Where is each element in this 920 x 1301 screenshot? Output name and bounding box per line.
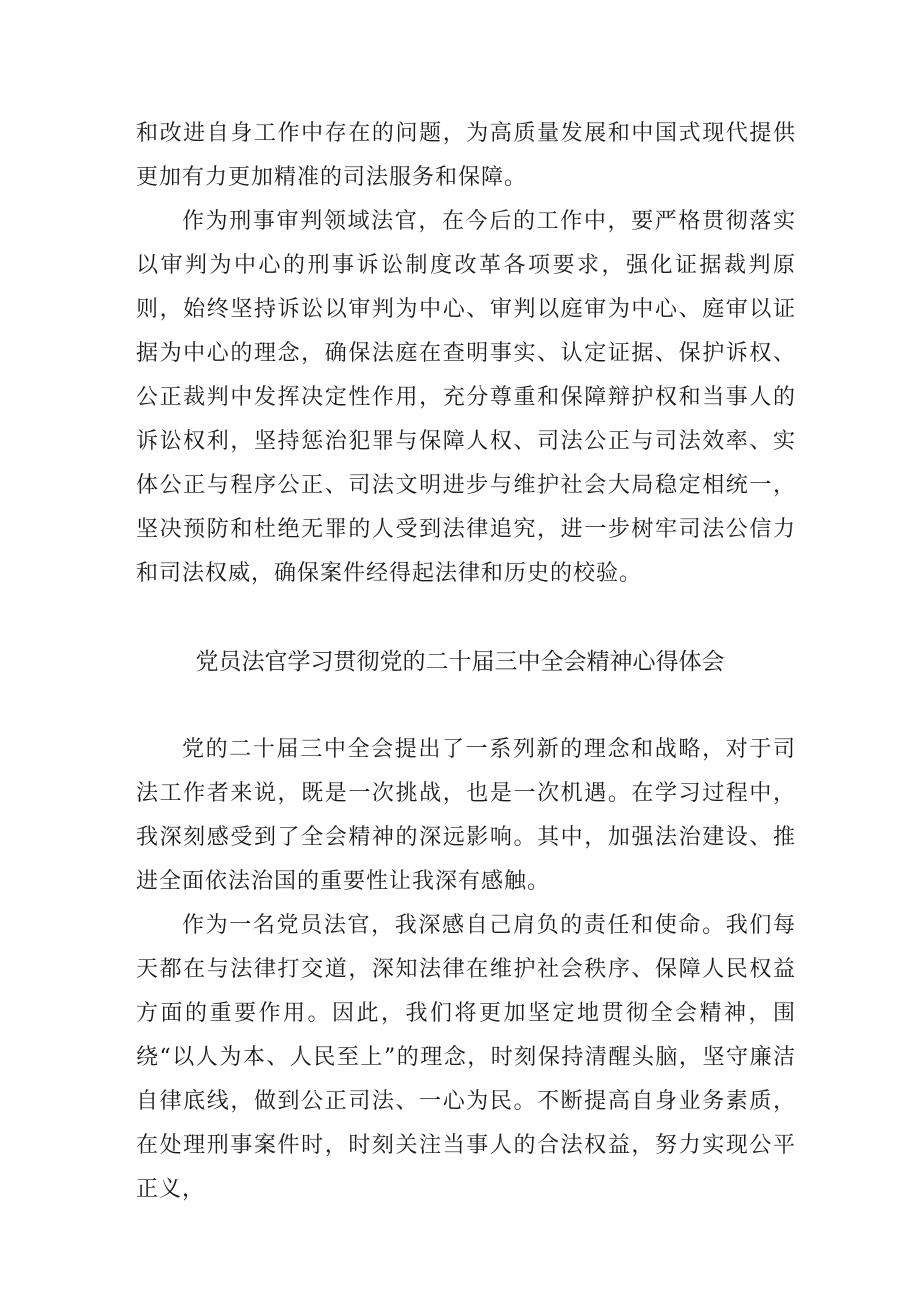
paragraph-continuation: 和改进自身工作中存在的问题，为高质量发展和中国式现代提供更加有力更加精准的司法服务和保障。: [136, 121, 796, 190]
paragraph-criminal-trial: 作为刑事审判领域法官，在今后的工作中，要严格贯彻落实以审判为中心的刑事诉讼制度改革各项要求，强化证据裁判原则，始终坚持诉讼以审判为中心、审判以庭审为中心、庭审以证据为中心的理念，确保法庭在查明事实、认定证据、保护诉权、公正裁判中发挥决定性作用，充分尊重和保障辩护权和当事人的诉讼权利，坚持惩治犯罪与保障人权、司法公正与司法效率、实体公正与程序公正、司法文明进步与维护社会大局稳定相统一，坚决预防和杜绝无罪的人受到法律追究，进一步树牢司法公信力和司法权威，确保案件经得起法律和历史的校验。: [136, 209, 796, 586]
section-2-body: [136, 728, 796, 1212]
article-title: 党员法官学习贯彻党的二十届三中全会精神心得体会: [195, 649, 725, 675]
paragraph-party-judge: 作为一名党员法官，我深感自己肩负的责任和使命。我们每天都在与法律打交道，深知法律在维护社会秩序、保障人民权益方面的重要作用。因此，我们将更加坚定地贯彻全会精神，围绕“以人为本、人民至上”的理念，时刻保持清醒头脑，坚守廉洁自律底线，做到公正司法、一心为民。不断提高自身业务素质，在处理刑事案件时，时刻关注当事人的合法权益，努力实现公平正义，: [136, 913, 796, 1202]
paragraph-plenum-intro: 党的二十届三中全会提出了一系列新的理念和战略，对于司法工作者来说，既是一次挑战，也是一次机遇。在学习过程中，我深刻感受到了全会精神的深远影响。其中，加强法治建设、推进全面依法治国的重要性让我深有感触。: [136, 737, 796, 894]
section-1-body: [136, 112, 796, 596]
